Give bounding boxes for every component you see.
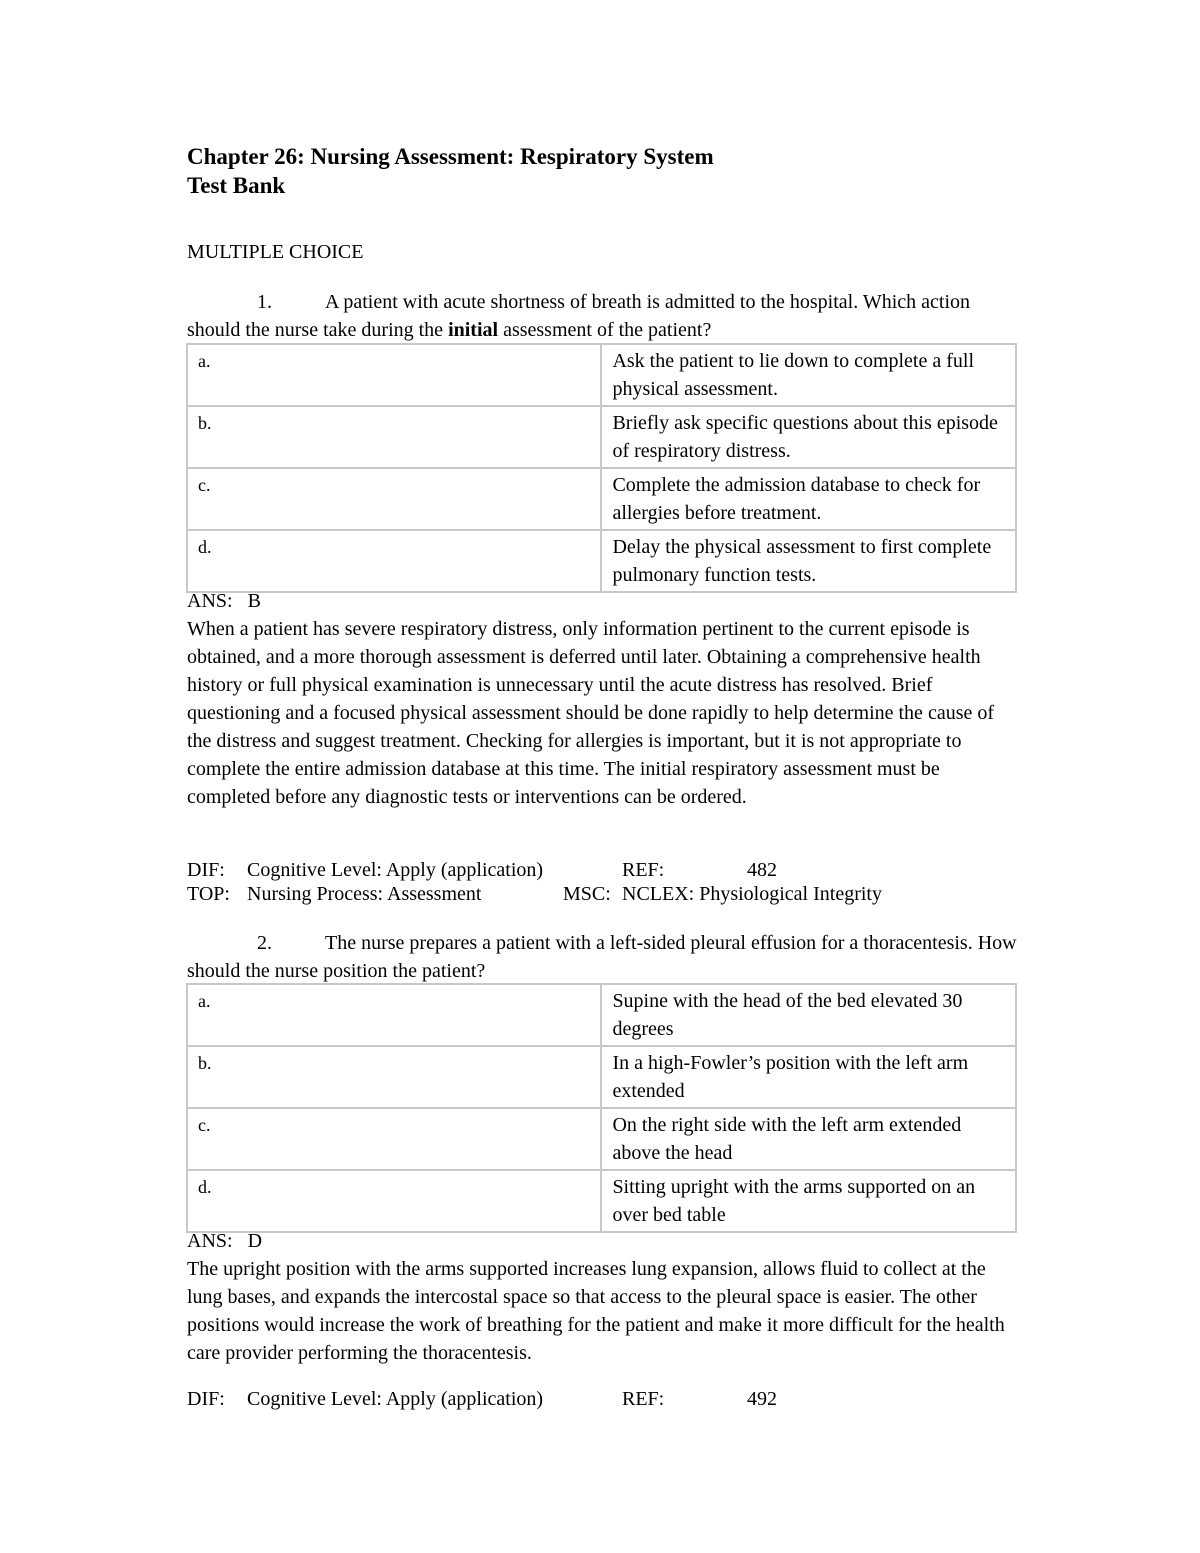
question-1-stem: 1. A patient with acute shortness of breath is admitted to the hospital. Which action should the nurse take during the initial assessment of the patient? xyxy=(187,288,1017,344)
option-text: Supine with the head of the bed elevated 30 degrees xyxy=(601,984,1016,1046)
answer-line: ANS: B xyxy=(187,590,261,612)
option-text: Briefly ask specific questions about this episode of respiratory distress. xyxy=(601,406,1016,468)
option-row xyxy=(187,344,1016,406)
answer-key: D xyxy=(247,1230,263,1252)
option-row xyxy=(187,984,1016,1046)
option-text: Sitting upright with the arms supported on an over bed table xyxy=(601,1170,1016,1232)
question-1-options xyxy=(186,343,1017,593)
question-number: 2. xyxy=(257,932,272,954)
ref-value: 482 xyxy=(747,859,777,881)
option-text: Complete the admission database to check for allergies before treatment. xyxy=(601,468,1016,530)
msc-value: NCLEX: Physiological Integrity xyxy=(622,883,882,905)
title-line: Chapter 26: Nursing Assessment: Respiratory System xyxy=(187,144,714,169)
option-letter: b. xyxy=(187,406,601,468)
dif-value: Cognitive Level: Apply (application) xyxy=(247,1388,544,1410)
option-row xyxy=(187,530,1016,592)
option-letter: b. xyxy=(187,1046,601,1108)
answer-line: ANS: D xyxy=(187,1230,263,1252)
section-heading: MULTIPLE CHOICE xyxy=(187,241,364,263)
ref-label: REF: xyxy=(622,1388,665,1410)
option-row xyxy=(187,1108,1016,1170)
dif-value: Cognitive Level: Apply (application) xyxy=(247,859,544,881)
option-row xyxy=(187,1046,1016,1108)
option-letter: a. xyxy=(187,344,601,406)
rationale: The upright position with the arms supported increases lung expansion, allows fluid to collect at the lung bases, and expands the intercostal space so that access to the pleural space is easier. The other positions would increase the work of breathing for the patient and make it more difficult for the health care provider performing the thoracentesis. xyxy=(187,1258,1005,1364)
option-row xyxy=(187,1170,1016,1232)
option-letter: c. xyxy=(187,468,601,530)
question-1-meta xyxy=(187,858,1017,908)
top-label: TOP: xyxy=(187,883,230,905)
question-2-options xyxy=(186,983,1017,1233)
question-1-answer xyxy=(187,587,1017,811)
question-2-answer xyxy=(187,1227,1017,1367)
option-row xyxy=(187,406,1016,468)
option-letter: a. xyxy=(187,984,601,1046)
dif-label: DIF: xyxy=(187,1388,225,1410)
question-number: 1. xyxy=(257,291,272,313)
option-letter: d. xyxy=(187,1170,601,1232)
option-text: In a high-Fowler’s position with the left arm extended xyxy=(601,1046,1016,1108)
subtitle-line: Test Bank xyxy=(187,173,286,198)
rationale: When a patient has severe respiratory distress, only information pertinent to the current episode is obtained, and a more thorough assessment is deferred until later. Obtaining a comprehensive health history or full physical examination is unnecessary until the acute distress has resolved. Brief questioning and a focused physical assessment should be done rapidly to help determine the cause of the distress and suggest treatment. Checking for allergies is important, but it is not appropriate to complete the entire admission database at this time. The initial respiratory assessment must be completed before any diagnostic tests or interventions can be ordered. xyxy=(187,618,995,808)
question-2-stem: 2. The nurse prepares a patient with a left-sided pleural effusion for a thoracentesis. How should the nurse position the patient? xyxy=(187,929,1017,985)
option-row xyxy=(187,468,1016,530)
option-letter: d. xyxy=(187,530,601,592)
option-text: On the right side with the left arm extended above the head xyxy=(601,1108,1016,1170)
dif-label: DIF: xyxy=(187,859,225,881)
option-letter: c. xyxy=(187,1108,601,1170)
emphasis-word: initial xyxy=(448,319,499,341)
ref-value: 492 xyxy=(747,1388,777,1410)
chapter-title xyxy=(187,142,714,200)
question-2-meta xyxy=(187,1387,1017,1413)
option-text: Delay the physical assessment to first complete pulmonary function tests. xyxy=(601,530,1016,592)
answer-key: B xyxy=(247,590,261,612)
option-text: Ask the patient to lie down to complete a full physical assessment. xyxy=(601,344,1016,406)
msc-label: MSC: xyxy=(563,883,611,905)
ref-label: REF: xyxy=(622,859,665,881)
top-value: Nursing Process: Assessment xyxy=(247,883,482,905)
